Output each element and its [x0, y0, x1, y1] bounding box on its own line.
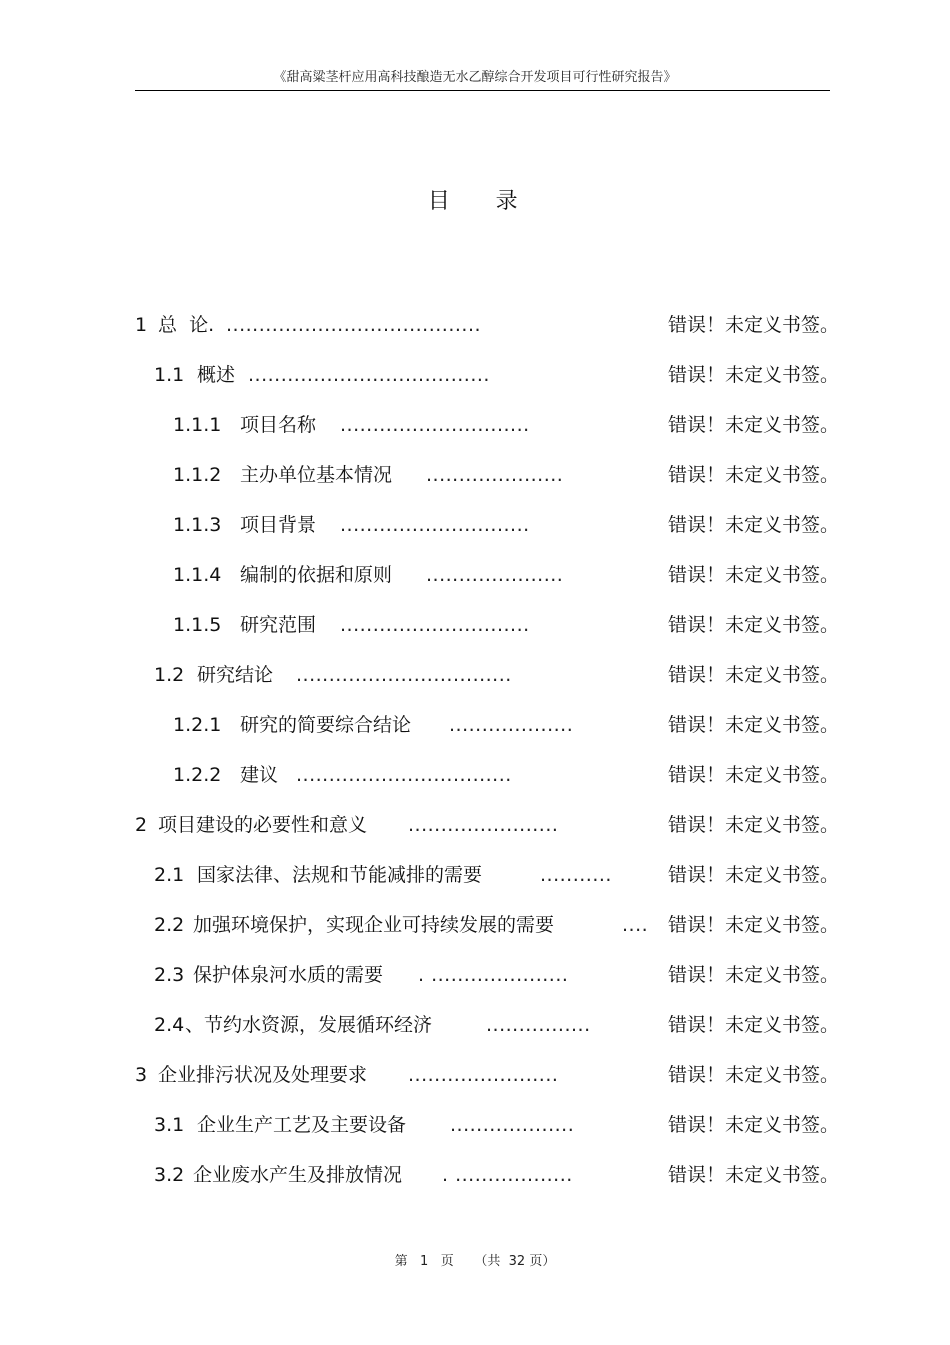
toc-page-ref: 错误！未定义书签。: [668, 414, 840, 436]
toc-entry-number: 1.2.1: [173, 714, 222, 736]
toc-entry-label: 加强环境保护，实现企业可持续发展的需要: [193, 914, 555, 936]
toc-page-ref: 错误！未定义书签。: [668, 764, 840, 786]
toc-page-ref: 错误！未定义书签。: [668, 564, 840, 586]
toc-leader-dots: .....................: [426, 564, 564, 586]
toc-entry-label: 企业排污状况及处理要求: [158, 1064, 368, 1086]
toc-entry-number: 2.3: [154, 964, 185, 986]
toc-entry-1-1[interactable]: [0, 360, 950, 390]
toc-entry-number: 2.2: [154, 914, 185, 936]
toc-entry-number: 1.2: [154, 664, 185, 686]
toc-entry-label: 研究结论: [197, 664, 274, 686]
toc-entry-1-1-3[interactable]: [0, 510, 950, 540]
toc-entry-number: 3.1: [154, 1114, 185, 1136]
toc-entry-number: 2.1: [154, 864, 185, 886]
toc-entry-label: 建议: [240, 764, 279, 786]
toc-entry-label: 国家法律、法规和节能减排的需要: [197, 864, 483, 886]
toc-leader-dots: .............................: [340, 614, 530, 636]
toc-entry-1-1-4[interactable]: [0, 560, 950, 590]
toc-entry-label: 概述: [197, 364, 236, 386]
toc-leader-dots: ...................: [449, 714, 574, 736]
toc-entry-label: 总 论.: [158, 314, 215, 336]
toc-entry-2-3[interactable]: [0, 960, 950, 990]
toc-page-ref: 错误！未定义书签。: [668, 464, 840, 486]
toc-entry-label: 项目背景: [240, 514, 317, 536]
toc-entry-number: 1.2.2: [173, 764, 222, 786]
toc-leader-dots: .......................: [408, 1064, 559, 1086]
toc-entry-number: 2.4: [154, 1014, 185, 1036]
toc-page-ref: 错误！未定义书签。: [668, 914, 840, 936]
toc-entry-label: 保护体泉河水质的需要: [193, 964, 384, 986]
header-rule: [135, 90, 830, 91]
toc-entry-label: 研究范围: [240, 614, 317, 636]
toc-entry-number: 1.1.1: [173, 414, 222, 436]
toc-page-ref: 错误！未定义书签。: [668, 714, 840, 736]
toc-entry-number: 3.2: [154, 1164, 185, 1186]
toc-page-ref: 错误！未定义书签。: [668, 864, 840, 886]
toc-leader-dots: .................................: [296, 764, 512, 786]
toc-entry-label: 编制的依据和原则: [240, 564, 393, 586]
toc-entry-number: 1.1.2: [173, 464, 222, 486]
toc-leader-dots: .......................: [408, 814, 559, 836]
toc-leader-dots: .....................: [426, 464, 564, 486]
toc-leader-dots: .............................: [340, 414, 530, 436]
toc-entry-1-1-1[interactable]: [0, 410, 950, 440]
toc-leader-dots: ....: [622, 914, 649, 936]
toc-page-ref: 错误！未定义书签。: [668, 1064, 840, 1086]
toc-entry-label: 项目名称: [240, 414, 317, 436]
toc-entry-3[interactable]: [0, 1060, 950, 1090]
toc-leader-dots: .....................................: [248, 364, 490, 386]
toc-leader-dots: .......................................: [226, 314, 482, 336]
toc-entry-number: 3: [135, 1064, 148, 1086]
toc-page-ref: 错误！未定义书签。: [668, 314, 840, 336]
toc-entry-1[interactable]: [0, 310, 950, 340]
toc-page-ref: 错误！未定义书签。: [668, 514, 840, 536]
toc-entry-1-2-1[interactable]: [0, 710, 950, 740]
toc-entry-number: 1.1.5: [173, 614, 222, 636]
toc-entry-2[interactable]: [0, 810, 950, 840]
toc-entry-3-2[interactable]: [0, 1160, 950, 1190]
toc-entry-number: 1.1: [154, 364, 185, 386]
toc-entry-1-2[interactable]: [0, 660, 950, 690]
toc-entry-2-2[interactable]: [0, 910, 950, 940]
running-header: 《甜高粱茎杆应用高科技酿造无水乙醇综合开发项目可行性研究报告》: [273, 70, 677, 85]
toc-leader-dots: ...........: [540, 864, 612, 886]
toc-entry-label: 主办单位基本情况: [240, 464, 393, 486]
page-footer: 第 1 页 （共 32 页）: [394, 1254, 556, 1269]
toc-page-ref: 错误！未定义书签。: [668, 814, 840, 836]
toc-entry-label: 、节约水资源，发展循环经济: [185, 1014, 433, 1036]
toc-page-ref: 错误！未定义书签。: [668, 1114, 840, 1136]
toc-page-ref: 错误！未定义书签。: [668, 964, 840, 986]
toc-entry-1-2-2[interactable]: [0, 760, 950, 790]
toc-entry-number: 2: [135, 814, 148, 836]
toc-entry-3-1[interactable]: [0, 1110, 950, 1140]
toc-entry-1-1-5[interactable]: [0, 610, 950, 640]
toc-page-ref: 错误！未定义书签。: [668, 1014, 840, 1036]
toc-page-ref: 错误！未定义书签。: [668, 664, 840, 686]
toc-leader-dots: ................: [486, 1014, 591, 1036]
toc-entry-label: 研究的简要综合结论: [240, 714, 412, 736]
toc-entry-label: 企业生产工艺及主要设备: [197, 1114, 407, 1136]
toc-page-ref: 错误！未定义书签。: [668, 1164, 840, 1186]
toc-leader-dots: .............................: [340, 514, 530, 536]
toc-entry-label: 企业废水产生及排放情况: [193, 1164, 403, 1186]
toc-entry-2-4[interactable]: [0, 1010, 950, 1040]
toc-entry-1-1-2[interactable]: [0, 460, 950, 490]
toc-leader-dots: ...................: [450, 1114, 575, 1136]
toc-title: 目 录: [427, 189, 523, 214]
toc-entry-number: 1.1.4: [173, 564, 222, 586]
toc-entry-number: 1.1.3: [173, 514, 222, 536]
toc-entry-2-1[interactable]: [0, 860, 950, 890]
toc-page-ref: 错误！未定义书签。: [668, 614, 840, 636]
toc-entry-label: 项目建设的必要性和意义: [158, 814, 368, 836]
toc-leader-dots: .................................: [296, 664, 512, 686]
toc-leader-dots: . ..................: [442, 1164, 573, 1186]
toc-entry-number: 1: [135, 314, 148, 336]
toc-leader-dots: . .....................: [418, 964, 569, 986]
toc-page-ref: 错误！未定义书签。: [668, 364, 840, 386]
